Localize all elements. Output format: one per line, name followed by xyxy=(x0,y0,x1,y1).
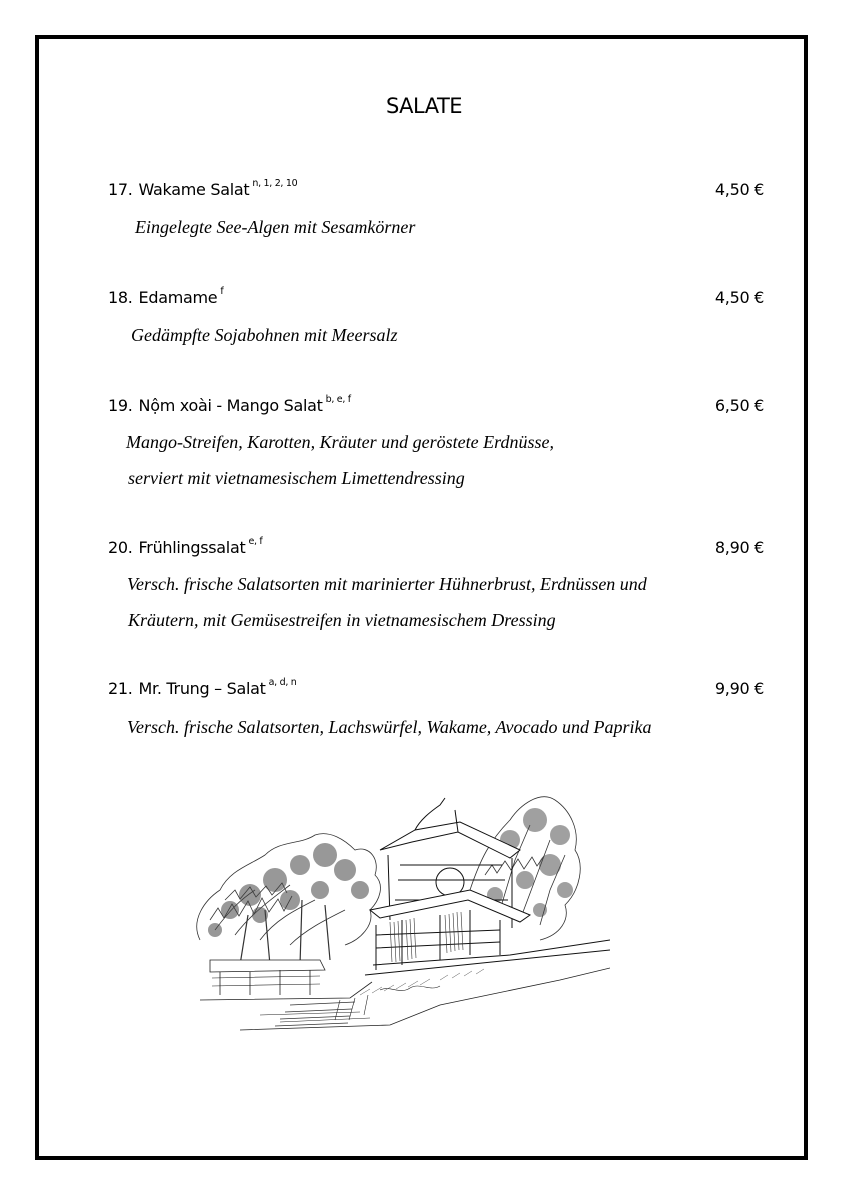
item-number: 18. xyxy=(108,288,133,307)
item-description: serviert mit vietnamesischem Limettendressing xyxy=(128,468,465,488)
menu-item xyxy=(108,177,764,204)
item-title: Frühlingssalat xyxy=(138,538,246,557)
menu-item xyxy=(108,676,764,703)
item-title: Edamame xyxy=(138,288,218,307)
item-name xyxy=(108,393,351,415)
item-name xyxy=(108,535,263,557)
allergen-codes: a, d, n xyxy=(268,676,297,688)
item-description: Eingelegte See-Algen mit Sesamkörner xyxy=(135,217,416,237)
menu-item xyxy=(108,393,764,420)
item-price: 9,90 € xyxy=(714,679,764,698)
item-number: 19. xyxy=(108,396,133,415)
allergen-codes: b, e, f xyxy=(325,393,351,405)
item-title: Mr. Trung – Salat xyxy=(138,679,266,698)
item-description: Versch. frische Salatsorten, Lachswürfel, Wakame, Avocado und Paprika xyxy=(127,717,652,737)
allergen-codes: f xyxy=(220,285,224,297)
item-title: Nộm xoài - Mango Salat xyxy=(138,396,323,415)
item-description: Mango-Streifen, Karotten, Kräuter und geröstete Erdnüsse, xyxy=(126,432,554,452)
item-description: Kräutern, mit Gemüsestreifen in vietnamesischem Dressing xyxy=(128,610,556,630)
item-price: 6,50 € xyxy=(714,396,764,415)
item-description: Versch. frische Salatsorten mit marinierter Hühnerbrust, Erdnüssen und xyxy=(127,574,647,594)
item-name xyxy=(108,177,298,199)
item-price: 8,90 € xyxy=(714,538,764,557)
item-number: 21. xyxy=(108,679,133,698)
item-name xyxy=(108,285,224,307)
item-price: 4,50 € xyxy=(714,288,764,307)
pagoda xyxy=(365,798,610,975)
item-name xyxy=(108,676,297,698)
item-number: 17. xyxy=(108,180,133,199)
pagoda-illustration xyxy=(140,750,610,1080)
menu-item xyxy=(108,285,764,312)
item-title: Wakame Salat xyxy=(138,180,250,199)
item-number: 20. xyxy=(108,538,133,557)
allergen-codes: e, f xyxy=(248,535,263,547)
item-price: 4,50 € xyxy=(714,180,764,199)
allergen-codes: n, 1, 2, 10 xyxy=(252,177,298,189)
item-description: Gedämpfte Sojabohnen mit Meersalz xyxy=(131,325,398,345)
menu-item xyxy=(108,535,764,562)
page-title: SALATE xyxy=(385,94,463,118)
